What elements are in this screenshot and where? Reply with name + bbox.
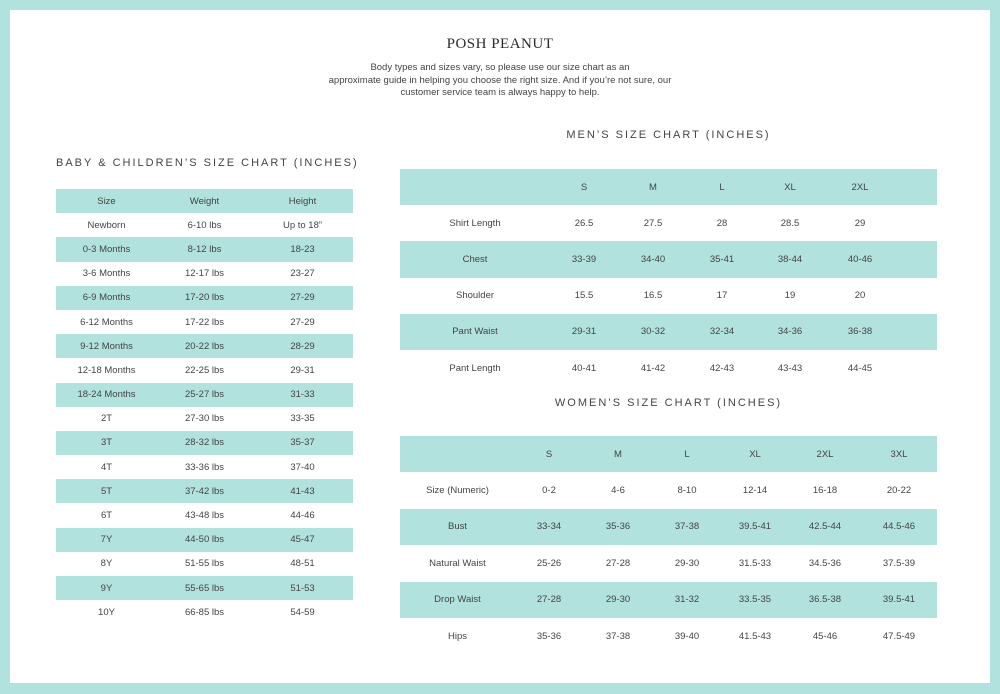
table-row	[400, 509, 937, 545]
table-cell: 45-46	[812, 630, 838, 642]
table-cell: 28-32 lbs	[157, 431, 252, 455]
table-cell: Natural Waist	[429, 557, 486, 569]
column-header: L	[688, 169, 756, 205]
table-cell: 15.5	[574, 290, 594, 302]
table-cell: 20-22 lbs	[157, 334, 252, 358]
women-size-table	[400, 436, 937, 654]
column-header: S	[515, 436, 583, 472]
table-cell: 36.5-38	[789, 582, 861, 618]
table-cell	[896, 241, 937, 277]
column-header: M	[583, 436, 653, 472]
table-cell: 25-27 lbs	[157, 383, 252, 407]
table-header-row	[400, 169, 937, 205]
table-cell: 31-33	[252, 383, 353, 407]
table-cell: 31.5-33	[738, 557, 772, 569]
table-cell: 27-30 lbs	[184, 413, 225, 425]
table-cell: 28-29	[252, 334, 353, 358]
table-row	[400, 618, 937, 654]
table-cell: 47.5-49	[882, 630, 916, 642]
table-cell: 66-85 lbs	[184, 606, 225, 618]
men-size-table	[400, 169, 937, 386]
table-cell: 38-44	[756, 241, 824, 277]
table-cell: 29-30	[583, 582, 653, 618]
table-cell: Up to 18”	[282, 219, 323, 231]
intro-line: customer service team is always happy to help.	[400, 87, 600, 98]
table-row	[56, 479, 353, 503]
table-cell: 42-43	[709, 362, 735, 374]
table-cell: 27-29	[252, 286, 353, 310]
table-cell: 37-40	[290, 461, 315, 473]
table-cell: 2T	[100, 413, 113, 425]
table-cell: 33.5-35	[721, 582, 789, 618]
table-cell	[896, 278, 937, 314]
column-header: XL	[721, 436, 789, 472]
table-cell: 28	[716, 217, 728, 229]
table-cell: 40-41	[571, 362, 597, 374]
table-cell: 36-38	[824, 314, 896, 350]
column-header	[896, 169, 937, 205]
table-cell: 34-40	[618, 241, 688, 277]
table-row	[400, 314, 937, 350]
column-header: S	[550, 169, 618, 205]
table-cell: 35-36	[583, 509, 653, 545]
table-cell: 16.5	[643, 290, 663, 302]
women-chart-title: WOMEN’S SIZE CHART (INCHES)	[554, 397, 783, 409]
table-cell: 35-36	[536, 630, 562, 642]
size-chart-page	[10, 10, 990, 683]
table-cell: 18-24 Months	[56, 383, 157, 407]
table-cell: 33-35	[290, 413, 315, 425]
brand-logo: POSH PEANUT	[446, 36, 554, 52]
table-cell: 55-65 lbs	[157, 576, 252, 600]
table-cell: Pant Length	[449, 362, 501, 374]
table-cell: Shirt Length	[449, 217, 501, 229]
table-cell: 44-46	[290, 510, 315, 522]
table-cell: 26.5	[574, 217, 594, 229]
table-cell: 19	[784, 290, 796, 302]
table-cell: 32-34	[688, 314, 756, 350]
table-cell: 44-50 lbs	[157, 528, 252, 552]
table-row	[56, 334, 353, 358]
table-cell: 8-10	[677, 485, 697, 497]
table-cell: Newborn	[87, 219, 126, 231]
table-cell: 12-18 Months	[77, 364, 136, 376]
table-cell: 3T	[56, 431, 157, 455]
table-cell: 17-20 lbs	[157, 286, 252, 310]
table-row	[56, 600, 353, 624]
table-cell: Pant Waist	[400, 314, 550, 350]
table-cell: Shoulder	[455, 290, 495, 302]
table-header-row	[400, 436, 937, 472]
table-cell: 33-34	[515, 509, 583, 545]
table-row	[56, 262, 353, 286]
table-row	[56, 552, 353, 576]
table-cell: 23-27	[290, 268, 315, 280]
table-cell: 28.5	[780, 217, 800, 229]
column-header: XL	[756, 169, 824, 205]
table-cell: 34-36	[756, 314, 824, 350]
table-cell: 41-42	[640, 362, 666, 374]
table-cell: 9-12 Months	[56, 334, 157, 358]
table-cell: 51-53	[252, 576, 353, 600]
kids-size-table	[56, 189, 353, 624]
intro-line: Body types and sizes vary, so please use our size chart as an	[370, 62, 630, 73]
table-cell: 43-43	[777, 362, 803, 374]
column-header: M	[618, 169, 688, 205]
table-cell	[896, 314, 937, 350]
table-cell: 54-59	[290, 606, 315, 618]
intro-text	[10, 62, 990, 100]
table-cell: 20-22	[886, 485, 912, 497]
table-cell: 8Y	[100, 558, 113, 570]
table-cell: 37.5-39	[882, 557, 916, 569]
table-cell: 4T	[100, 461, 113, 473]
table-cell: 33-36 lbs	[184, 461, 225, 473]
table-row	[56, 213, 353, 237]
column-header: Weight	[157, 189, 252, 213]
table-row	[56, 455, 353, 479]
table-row	[56, 310, 353, 334]
table-cell: 45-47	[252, 528, 353, 552]
table-cell: 17-22 lbs	[184, 316, 225, 328]
table-row	[400, 545, 937, 581]
table-cell: Chest	[400, 241, 550, 277]
table-cell: 12-17 lbs	[184, 268, 225, 280]
table-row	[56, 576, 353, 600]
table-row	[56, 431, 353, 455]
table-row	[400, 241, 937, 277]
table-cell: 5T	[56, 479, 157, 503]
table-row	[56, 237, 353, 261]
table-cell: 41.5-43	[738, 630, 772, 642]
table-cell: 39.5-41	[861, 582, 937, 618]
table-cell: 0-3 Months	[56, 237, 157, 261]
table-cell	[896, 205, 937, 241]
table-row	[400, 472, 937, 508]
table-row	[56, 503, 353, 527]
table-cell: 51-55 lbs	[184, 558, 225, 570]
table-cell: 29	[854, 217, 866, 229]
table-cell: 8-12 lbs	[157, 237, 252, 261]
table-cell: 35-41	[688, 241, 756, 277]
table-cell: 29-31	[290, 364, 315, 376]
table-row	[400, 582, 937, 618]
table-cell: 25-26	[536, 557, 562, 569]
column-header: 2XL	[789, 436, 861, 472]
column-header	[400, 436, 515, 472]
table-cell: 17	[716, 290, 728, 302]
column-header: Size	[56, 189, 157, 213]
column-header: L	[653, 436, 721, 472]
table-cell: 6-10 lbs	[187, 219, 222, 231]
table-cell: 9Y	[56, 576, 157, 600]
table-row	[400, 350, 937, 386]
table-cell: 44-45	[847, 362, 873, 374]
table-cell: 27.5	[643, 217, 663, 229]
men-chart-title: MEN’S SIZE CHART (INCHES)	[566, 129, 771, 141]
table-cell: 31-32	[653, 582, 721, 618]
table-cell: 4-6	[611, 485, 625, 497]
table-row	[400, 205, 937, 241]
table-cell: 39.5-41	[721, 509, 789, 545]
table-cell: 30-32	[618, 314, 688, 350]
table-cell: Size (Numeric)	[426, 485, 489, 497]
table-cell	[896, 350, 937, 386]
table-cell: 29-30	[674, 557, 700, 569]
table-cell: 48-51	[290, 558, 315, 570]
table-cell: 10Y	[98, 606, 115, 618]
table-cell: 7Y	[56, 528, 157, 552]
table-cell: 44.5-46	[861, 509, 937, 545]
table-cell: 16-18	[812, 485, 838, 497]
table-cell: Hips	[447, 630, 467, 642]
table-cell: 39-40	[674, 630, 700, 642]
table-cell: 12-14	[742, 485, 768, 497]
table-cell: 27-29	[290, 316, 315, 328]
table-row	[56, 407, 353, 431]
table-cell: 37-42 lbs	[157, 479, 252, 503]
table-cell: 27-28	[605, 557, 631, 569]
column-header: 2XL	[824, 169, 896, 205]
column-header: Height	[252, 189, 353, 213]
table-row	[56, 383, 353, 407]
table-cell: 35-37	[252, 431, 353, 455]
table-cell: 37-38	[653, 509, 721, 545]
table-cell: 6-12 Months	[80, 316, 133, 328]
table-cell: 6T	[100, 510, 113, 522]
table-row	[56, 528, 353, 552]
table-row	[400, 278, 937, 314]
table-cell: 22-25 lbs	[184, 364, 225, 376]
table-row	[56, 358, 353, 382]
table-cell: 3-6 Months	[82, 268, 131, 280]
table-cell: 43-48 lbs	[184, 510, 225, 522]
table-cell: 42.5-44	[789, 509, 861, 545]
table-cell: 37-38	[605, 630, 631, 642]
kids-chart-title: BABY & CHILDREN’S SIZE CHART (INCHES)	[56, 157, 359, 169]
table-cell: Drop Waist	[400, 582, 515, 618]
table-cell: 29-31	[550, 314, 618, 350]
table-cell: 20	[854, 290, 866, 302]
table-cell: 18-23	[252, 237, 353, 261]
intro-line: approximate guide in helping you choose the right size. And if you’re not sure, our	[328, 74, 672, 86]
table-cell: 41-43	[252, 479, 353, 503]
table-cell: 40-46	[824, 241, 896, 277]
table-cell: 6-9 Months	[56, 286, 157, 310]
table-cell: 34.5-36	[808, 557, 842, 569]
table-row	[56, 286, 353, 310]
column-header	[400, 169, 550, 205]
table-cell: Bust	[400, 509, 515, 545]
table-header-row	[56, 189, 353, 213]
column-header: 3XL	[861, 436, 937, 472]
table-cell: 0-2	[542, 485, 556, 497]
table-cell: 27-28	[515, 582, 583, 618]
table-cell: 33-39	[550, 241, 618, 277]
